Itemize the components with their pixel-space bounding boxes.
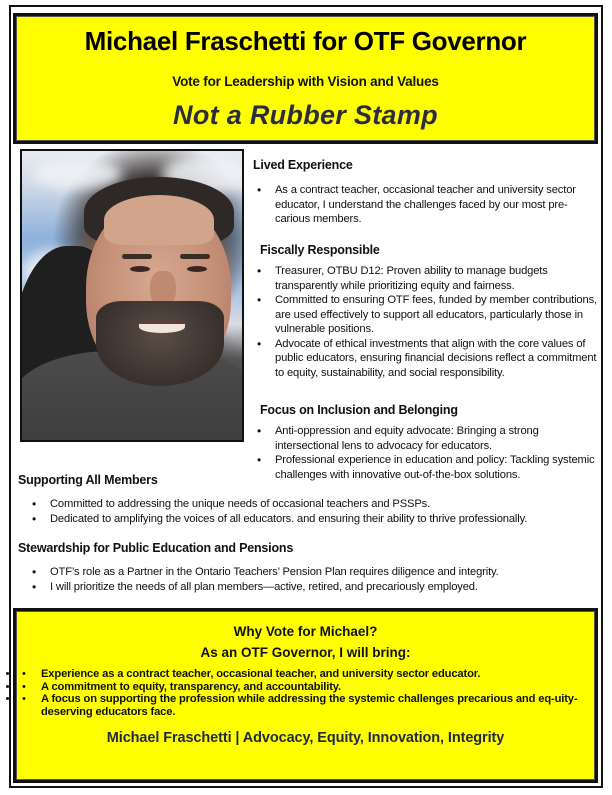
smile-shape bbox=[139, 321, 185, 333]
beard-shape bbox=[96, 301, 224, 386]
section-heading-fiscally-responsible: Fiscally Responsible bbox=[260, 243, 380, 257]
supporting-members-list bbox=[28, 497, 598, 526]
stewardship-list bbox=[28, 565, 598, 594]
section-heading-inclusion: Focus on Inclusion and Belonging bbox=[260, 403, 458, 417]
page-title: Michael Fraschetti for OTF Governor bbox=[84, 26, 527, 56]
list-item: • Anti-oppression and equity advocate: Bringing a strong intersectional lens to advocacy for educators. bbox=[253, 424, 601, 453]
header-banner bbox=[13, 13, 598, 144]
section-heading-supporting-members: Supporting All Members bbox=[18, 473, 158, 487]
candidate-photo bbox=[20, 149, 244, 442]
lived-experience-list bbox=[253, 183, 598, 227]
forehead-shape bbox=[104, 195, 214, 245]
cloud-shape bbox=[32, 159, 122, 189]
list-item: • Professional experience in education and policy: Tackling systemic challenges with innovative out-of-the-box solutions. bbox=[253, 453, 601, 482]
eye-shape bbox=[130, 266, 150, 272]
list-item: • As a contract teacher, occasional teacher and university sector educator, I understand the challenges faced by our most pre-carious members. bbox=[253, 183, 598, 227]
list-item: • Advocate of ethical investments that align with the core values of public educators, ensuring financial decisions reflect a commitment to equity, sustainability, and social responsibility. bbox=[253, 337, 601, 381]
eye-shape bbox=[187, 266, 207, 272]
footer-slogan: Michael Fraschetti | Advocacy, Equity, Innovation, Integrity bbox=[106, 730, 505, 746]
list-item: • Committed to ensuring OTF fees, funded by member contributions, are used effectively to support all educators, particularly those in vulnerable positions. bbox=[253, 293, 601, 337]
fiscally-responsible-list bbox=[253, 264, 601, 380]
why-vote-subtitle: As an OTF Governor, I will bring: bbox=[200, 645, 411, 660]
why-vote-title: Why Vote for Michael? bbox=[233, 624, 378, 639]
list-item: • I will prioritize the needs of all plan members—active, retired, and precariously employed. bbox=[28, 580, 598, 595]
list-item: • • A commitment to equity, transparency, and accountability. bbox=[19, 681, 594, 694]
why-vote-box bbox=[13, 608, 598, 783]
eyebrow-shape bbox=[122, 254, 152, 259]
eyebrow-shape bbox=[180, 254, 210, 259]
list-item: • Committed to addressing the unique needs of occasional teachers and PSSPs. bbox=[28, 497, 598, 512]
page-subtitle: Vote for Leadership with Vision and Values bbox=[172, 74, 439, 89]
section-heading-lived-experience: Lived Experience bbox=[253, 158, 353, 172]
why-vote-list bbox=[19, 668, 594, 718]
tagline: Not a Rubber Stamp bbox=[173, 100, 438, 130]
list-item: • OTF’s role as a Partner in the Ontario Teachers’ Pension Plan requires diligence and integrity. bbox=[28, 565, 598, 580]
section-heading-stewardship: Stewardship for Public Education and Pensions bbox=[18, 541, 294, 555]
list-item: • • A focus on supporting the profession while addressing the systemic challenges precarious and eq-uity-deserving educators face. bbox=[19, 693, 594, 718]
list-item: • Dedicated to amplifying the voices of all educators. and ensuring their ability to thrive professionally. bbox=[28, 512, 598, 527]
list-item: • • Experience as a contract teacher, occasional teacher, and university sector educator. bbox=[19, 668, 594, 681]
list-item: • Treasurer, OTBU D12: Proven ability to manage budgets transparently while prioritizing equity and fairness. bbox=[253, 264, 601, 293]
inclusion-list bbox=[253, 424, 601, 482]
